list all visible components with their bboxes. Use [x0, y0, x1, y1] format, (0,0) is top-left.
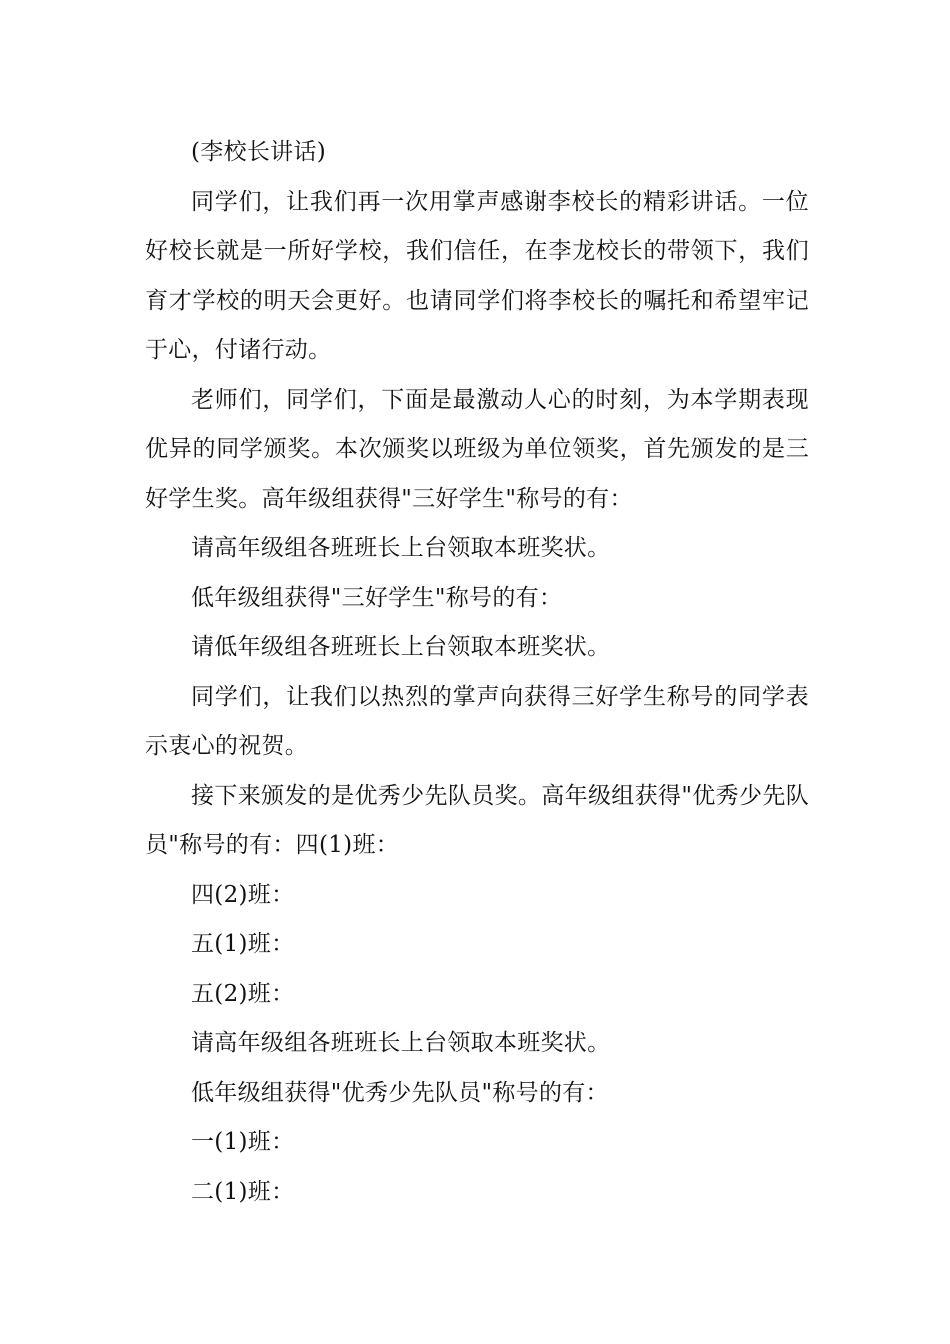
paragraph-senior-monitors-2: 请高年级组各班班长上台领取本班奖状。: [191, 1030, 611, 1056]
class-item: 五(1)班：: [191, 931, 295, 957]
paragraph-junior-three-good: 低年级组获得"三好学生"称号的有：: [191, 584, 563, 611]
class-item: 五(2)班：: [191, 980, 295, 1007]
paragraph-thanks: 同学们，让我们再一次用掌声感谢李校长的精彩讲话。一位好校长就是一所好学校，我们信任，在李龙校长的带领下，我们育才学校的明天会更好。也请同学们将李校长的嘱托和希望牢记于心，付诸行动。: [145, 188, 809, 363]
paragraph-junior-pioneer: 低年级组获得"优秀少先队员"称号的有：: [191, 1079, 609, 1106]
class-item: 四(2)班：: [191, 881, 295, 908]
paragraph-pioneer-intro: 接下来颁发的是优秀少先队员奖。高年级组获得"优秀少先队员"称号的有：四(1)班：: [145, 782, 809, 858]
paragraph-congratulations: 同学们，让我们以热烈的掌声向获得三好学生称号的同学表示衷心的祝贺。: [145, 683, 809, 759]
class-item: 二(1)班：: [191, 1178, 295, 1205]
speech-note: (李校长讲话): [191, 139, 327, 165]
paragraph-junior-monitors: 请低年级组各班班长上台领取本班奖状。: [191, 634, 611, 660]
document-body: [145, 128, 809, 1217]
class-item: 一(1)班：: [191, 1129, 295, 1155]
paragraph-senior-monitors: 请高年级组各班班长上台领取本班奖状。: [191, 535, 611, 561]
paragraph-award-intro: 老师们，同学们，下面是最激动人心的时刻，为本学期表现优异的同学颁奖。本次颁奖以班级为单位领奖，首先颁发的是三好学生奖。高年级组获得"三好学生"称号的有：: [145, 386, 809, 512]
